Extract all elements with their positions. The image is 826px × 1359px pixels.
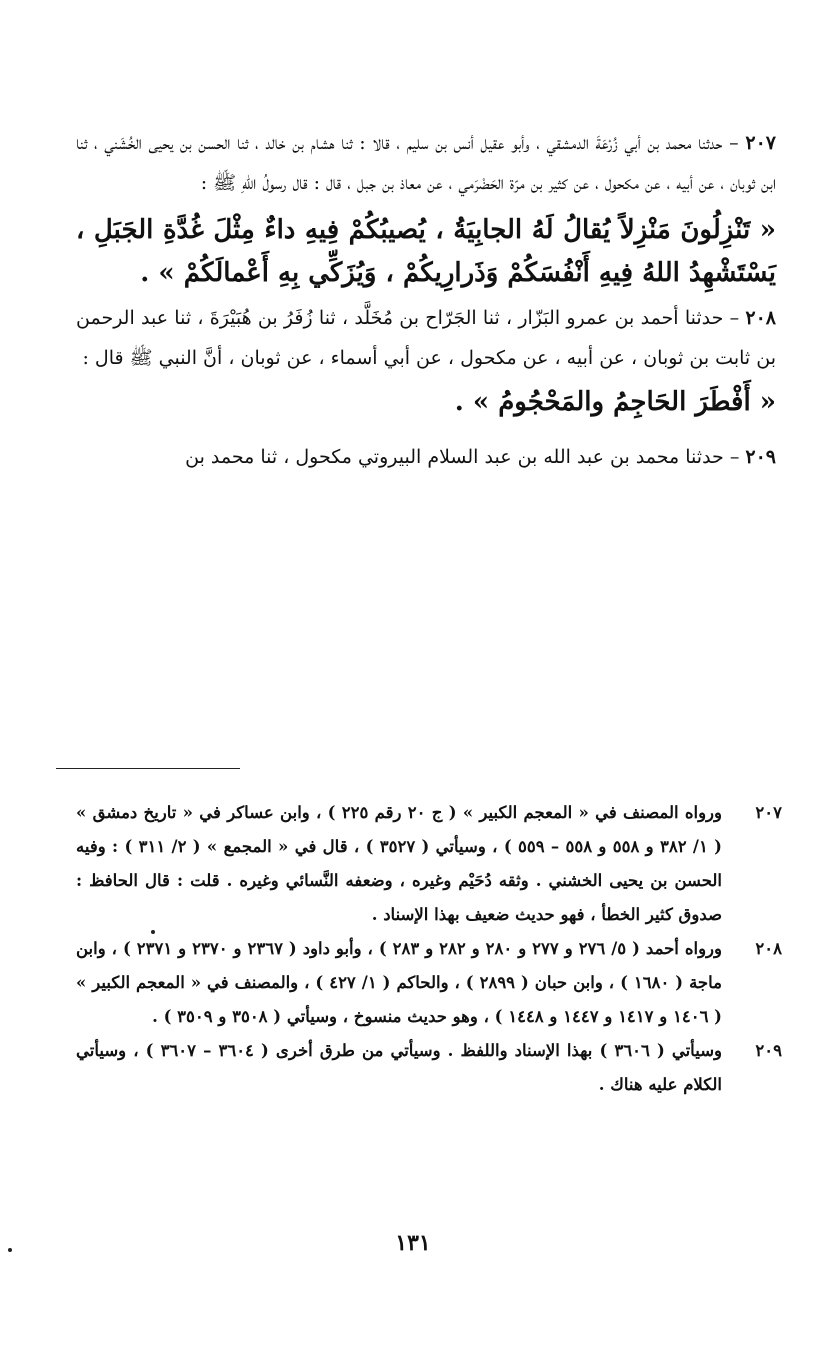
hadith-number: ٢٠٨ — [745, 307, 776, 329]
main-text — [76, 124, 776, 478]
footnote-separator — [56, 768, 240, 769]
footnote-number: ٢٠٩ — [755, 1041, 782, 1060]
footnote-text: ورواه أحمد ( ٥/ ٢٧٦ و ٢٧٧ و ٢٨٠ و ٢٨٢ و ٢٨٣ ) ، وأبو داود ( ٢٣٦٧ و ٢٣٧٠ و ٢٣٧١ ) ، وابن ماجة ( ١٦٨٠ ) ، وابن حبان ( ٢٨٩٩ ) ، والحاكم ( ١/ ٤٢٧ ) ، والمصنف في « المعجم الكبير » ( ١٤٠٦ و ١٤١٧ و ١٤٤٧ و ١٤٤٨ ) ، وهو حديث منسوخ ، وسيأتي ( ٣٥٠٨ و ٣٥٠٩ ) . — [76, 939, 722, 1026]
page-number: ١٣١ — [395, 1230, 431, 1256]
footnote-209 — [76, 1034, 782, 1102]
footnotes — [76, 796, 782, 1102]
hadith-text: – حدثنا محمد بن أبي زُرْعَةَ الدمشقي ، وأبو عقيل أنس بن سليم ، قالا : ثنا هشام بن خالد ، ثنا الحسن بن يحيى الخُشَني ، ثنا ابن ثوبان ، عن أبيه ، عن مكحول ، عن كثير بن مرّة الحَضْرَمي ، عن معاذ بن جبل ، قال : قال رسولُ اللهِ ﷺ : — [76, 132, 776, 194]
hadith-quote: « تَنْزِلُونَ مَنْزِلاً يُقالُ لَهُ الجابِيَةُ ، يُصيبُكُمْ فِيهِ داءٌ مِثْلَ غُدَّةِ الجَبَلِ ، يَسْتَشْهِدُ اللهُ فِيهِ أَنْفُسَكُمْ وَذَرارِيكُمْ ، وَيُزَكِّي بِهِ أَعْمالَكُمْ » . — [76, 215, 776, 288]
hadith-number: ٢٠٩ — [745, 446, 776, 468]
hadith-209 — [76, 438, 776, 478]
hadith-quote: « أَفْطَرَ الحَاجِمُ والمَحْجُومُ » . — [454, 387, 776, 417]
hadith-text: – حدثنا أحمد بن عمرو البَزّار ، ثنا الجَرّاح بن مُخَلَّد ، ثنا زُفَرُ بن هُبَيْرَةَ ، ثنا عبد الرحمن بن ثابت بن ثوبان ، عن أبيه ، عن مكحول ، عن أبي أسماء ، عن ثوبان ، أنَّ النبي ﷺ قال : — [76, 307, 776, 369]
hadith-208 — [76, 299, 776, 378]
scan-speck — [8, 1248, 12, 1252]
footnote-207 — [76, 796, 782, 932]
hadith-text: – حدثنا محمد بن عبد الله بن عبد السلام البيروتي مكحول ، ثنا محمد بن — [185, 446, 740, 468]
scan-speck — [151, 930, 155, 934]
hadith-207 — [76, 124, 776, 203]
footnote-text: وسيأتي ( ٣٦٠٦ ) بهذا الإسناد واللفظ . وسيأتي من طرق أخرى ( ٣٦٠٤ – ٣٦٠٧ ) ، وسيأتي الكلام عليه هناك . — [76, 1041, 722, 1094]
hadith-number: ٢٠٧ — [745, 132, 776, 154]
footnote-text: ورواه المصنف في « المعجم الكبير » ( ج ٢٠ رقم ٢٢٥ ) ، وابن عساكر في « تاريخ دمشق » ( ١/ ٣٨٢ و ٥٥٨ و ٥٥٨ – ٥٥٩ ) ، وسيأتي ( ٣٥٢٧ ) ، قال في « المجمع » ( ٢/ ٣١١ ) : وفيه الحسن بن يحيى الخشني . وثقه دُحَيْم وغيره ، وضعفه النَّسائي وغيره . قلت : قال الحافظ : صدوق كثير الخطأ ، فهو حديث ضعيف بهذا الإسناد . — [76, 803, 722, 924]
footnote-208 — [76, 932, 782, 1034]
footnote-number: ٢٠٧ — [755, 803, 782, 822]
footnote-number: ٢٠٨ — [755, 939, 782, 958]
